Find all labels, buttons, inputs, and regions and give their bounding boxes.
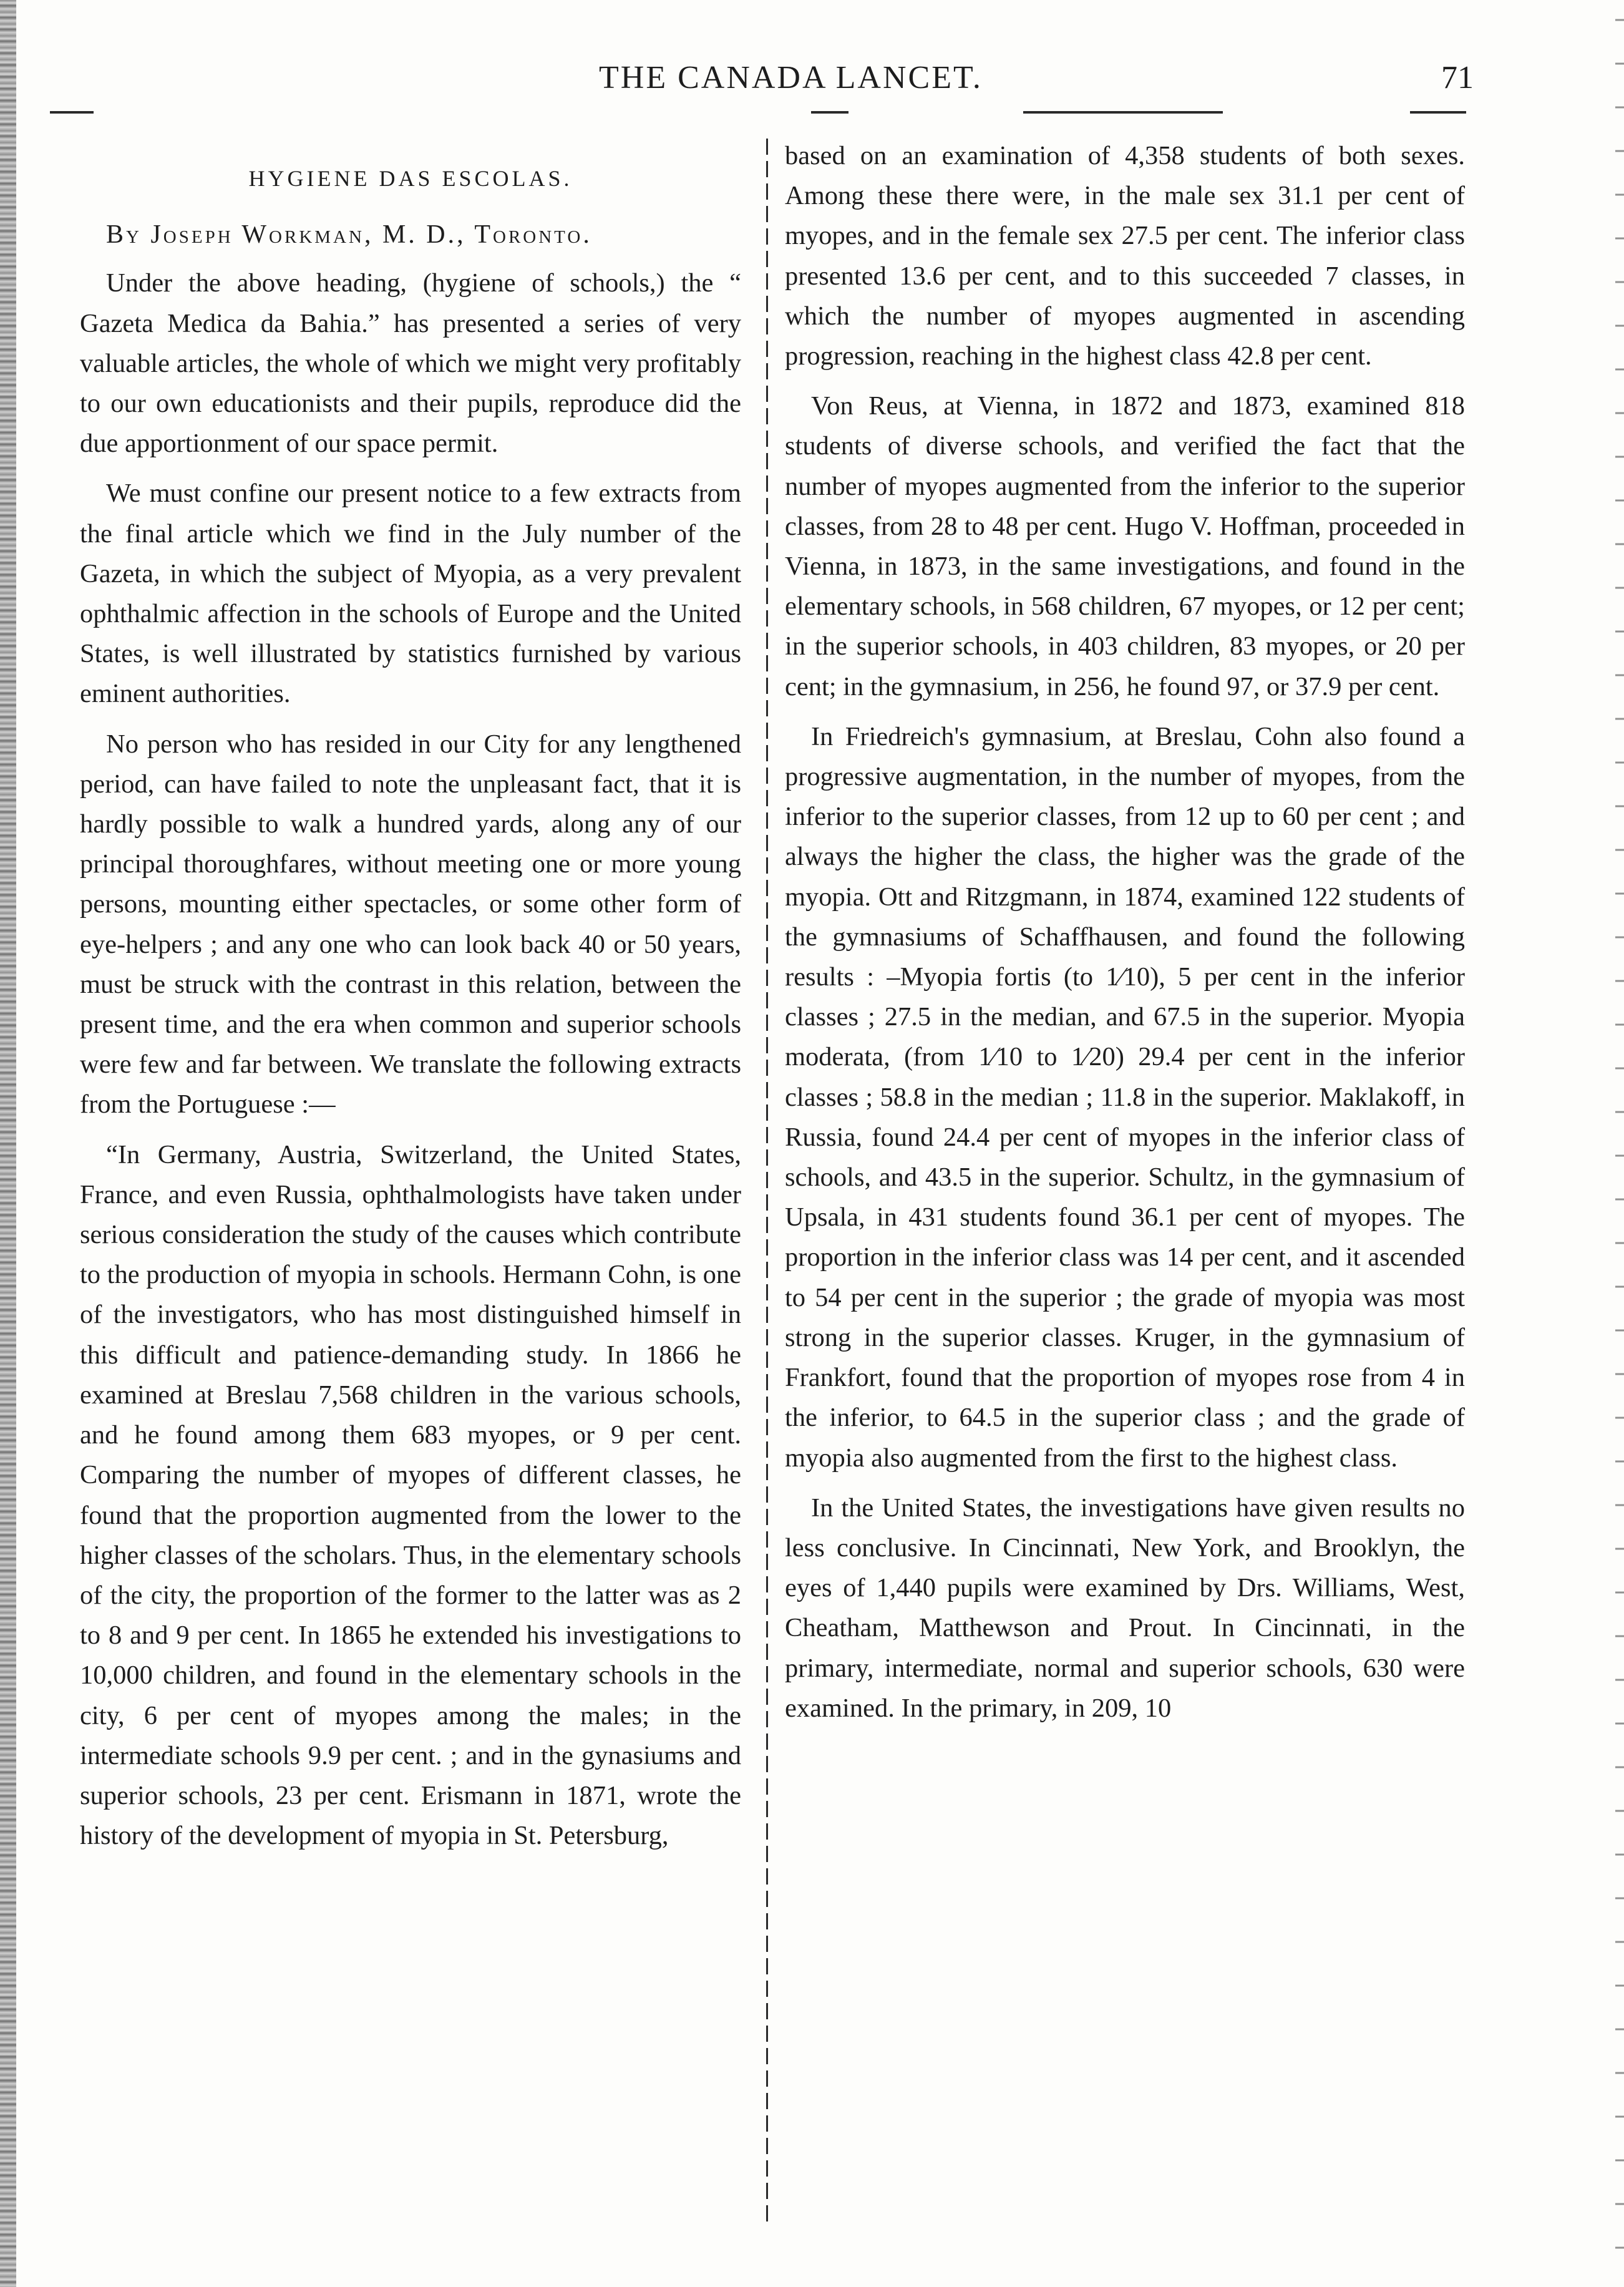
header-rule-segment	[811, 111, 848, 114]
header-rule-segment	[1410, 111, 1466, 114]
paragraph: “In Germany, Austria, Switzerland, the United States, France, and even Russia, ophthalmologists have taken under serious consideration the study of the causes which contribute to the production of myopia in schools. Hermann Cohn, is one of the investigators, who has most distinguished himself in this difficult and patience-demanding study. In 1866 he examined at Breslau 7,568 children in the various schools, and he found among them 683 myopes, or 9 per cent. Comparing the number of myopes of different classes, he found that the proportion augmented from the lower to the higher classes of the scholars. Thus, in the elementary schools of the city, the proportion of the former to the latter was as 2 to 8 and 9 per cent. In 1865 he extended his investigations to 10,000 children, and found in the elementary schools in the city, 6 per cent of myopes among the males; in the intermediate schools 9.9 per cent. ; and in the gynasiums and superior schools, 23 per cent. Erismann in 1871, wrote the history of the development of myopia in St. Petersburg,	[80, 1139, 741, 1851]
paragraph: In the United States, the investigations have given results no less conclusive. In Cincinnati, New York, and Brooklyn, the eyes of 1,440 pupils were examined by Drs. Williams, West, Cheatham, Matthewson and Prout. In Cincinnati, in the primary, intermediate, normal and superior schools, 630 were examined. In the primary, in 209, 10	[785, 1493, 1465, 1723]
binding-spine-edge	[0, 0, 16, 2287]
paragraph: We must confine our present notice to a few extracts from the final article which we find in the July number of the Gazeta, in which the subject of Myopia, as a very prevalent ophthalmic affection in the schools of Europe and the United States, is well illustrated by statistics furnished by various eminent authorities.	[80, 479, 741, 709]
running-head: THE CANADA LANCET.	[599, 60, 983, 95]
header-rule-segment	[1023, 111, 1223, 114]
article-title: HYGIENE DAS ESCOLAS.	[248, 166, 573, 191]
paragraph: Von Reus, at Vienna, in 1872 and 1873, examined 818 students of diverse schools, and verified the fact that the number of myopes augmented from the inferior to the superior classes, from 28 to 48 per cent. Hugo V. Hoffman, proceeded in Vienna, in 1873, in the same investigations, and found in the elementary schools, in 568 children, 67 myopes, or 12 per cent; in the superior schools, in 403 children, 83 myopes, or 20 per cent; in the gymnasium, in 256, he found 97, or 37.9 per cent.	[785, 391, 1465, 701]
article-byline: By Joseph Workman, M. D., Toronto.	[106, 220, 592, 250]
paragraph: In Friedreich's gymnasium, at Breslau, Cohn also found a progressive augmentation, in the number of myopes, from the inferior to the superior classes, from 12 up to 60 per cent ; and always the higher the class, the higher was the grade of the myopia. Ott and Ritzgmann, in 1874, examined 122 students of the gymnasiums of Schaffhausen, and found the following results : –Myopia fortis (to 1⁄10), 5 per cent in the inferior classes ; 27.5 in the median, and 67.5 in the superior. Myopia moderata, (from 1⁄10 to 1⁄20) 29.4 per cent in the inferior classes ; 58.8 in the median ; 11.8 in the superior. Maklakoff, in Russia, found 24.4 per cent of myopes in the inferior class of schools, and 43.5 in the superior. Schultz, in the gymnasium of Upsala, in 431 students found 36.1 per cent of myopes. The proportion in the inferior class was 14 per cent, and it ascended to 54 per cent in the superior ; the grade of myopia was most strong in the superior classes. Kruger, in the gymnasium of Frankfort, found that the proportion of myopes rose from 4 in the inferior, to 64.5 in the superior class ; and the grade of myopia also augmented from the first to the highest class.	[785, 721, 1465, 1473]
page-number: 71	[1441, 60, 1474, 95]
header-rule-segment	[50, 111, 94, 114]
paragraph: No person who has resided in our City for any lengthened period, can have failed to note the unpleasant fact, that it is hardly possible to walk a hundred yards, along any of our principal thoroughfares, without meeting one or more young persons, mounting either spectacles, or some other form of eye-helpers ; and any one who can look back 40 or 50 years, must be struck with the contrast in this relation, between the present time, and the era when common and superior schools were few and far between. We translate the following extracts from the Portuguese :—	[80, 729, 741, 1119]
paragraph: Under the above heading, (hygiene of schools,) the “ Gazeta Medica da Bahia.” has presented a series of very valuable articles, the whole of which we might very profitably to our own educationists and their pupils, reproduce did the due apportionment of our space permit.	[80, 268, 741, 459]
column-divider	[766, 139, 768, 2223]
right-column	[785, 136, 1465, 1738]
page-right-edge	[1615, 0, 1624, 2287]
left-column	[80, 136, 741, 1866]
paragraph: based on an examination of 4,358 students of both sexes. Among these there were, in the male sex 31.1 per cent of myopes, and in the female sex 27.5 per cent. The inferior class presented 13.6 per cent, and to this succeeded 7 classes, in which the number of myopes augmented in ascending progression, reaching in the highest class 42.8 per cent.	[785, 141, 1465, 371]
